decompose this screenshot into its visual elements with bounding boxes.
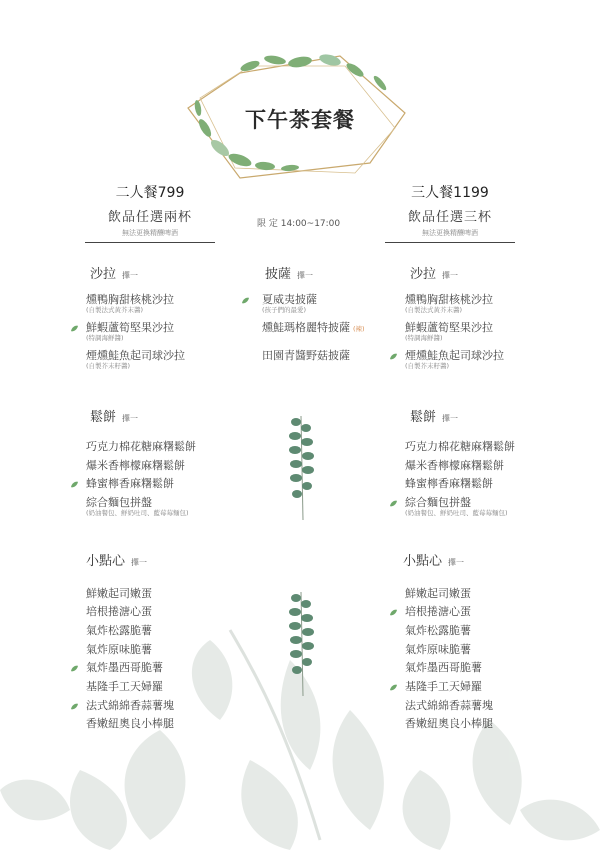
menu-item: 氣炸原味脆薯	[86, 643, 152, 656]
menu-item: 鮮蝦蘆筍堅果沙拉	[405, 321, 493, 334]
eucalyptus-sprig-illustration	[284, 588, 318, 698]
menu-item: 巧克力棉花糖麻糬鬆餅	[86, 440, 196, 453]
menu-item: 燻鮭瑪格麗特披薩 (辣)	[262, 321, 365, 334]
menu-item-note: (特調海鮮醬)	[86, 334, 124, 342]
two-person-set-header	[85, 182, 215, 238]
recommended-leaf-icon	[70, 703, 79, 710]
recommended-leaf-icon	[241, 297, 250, 304]
recommended-leaf-icon	[389, 609, 398, 616]
menu-item: 氣炸墨西哥脆薯	[86, 661, 163, 674]
three-person-set-subtitle: 飲品任選三杯	[407, 210, 492, 225]
menu-item: 蜂蜜檸香麻糬鬆餅	[405, 477, 493, 490]
menu-item: 田園青醬野菇披薩	[262, 349, 350, 362]
menu-item: 氣炸原味脆薯	[405, 643, 471, 656]
section-snack-right: 小點心 擇一	[403, 554, 465, 569]
menu-item-note: (孩子們的最愛)	[262, 306, 307, 314]
two-person-set-title: 二人餐799	[115, 185, 185, 201]
two-person-set-subtitle: 飲品任選兩杯	[107, 210, 192, 225]
menu-item-note: (奶油餐包、鮮奶吐司、藍莓莓麵包)	[86, 509, 189, 517]
recommended-leaf-icon	[70, 481, 79, 488]
menu-item: 鮮嫩起司嫩蛋	[86, 587, 152, 600]
section-waffle-left: 鬆餅 擇一	[90, 410, 139, 425]
menu-item: 氣炸松露脆薯	[86, 624, 152, 637]
menu-item: 綜合麵包拼盤	[405, 496, 471, 509]
menu-item-note: (自製芥末籽醬)	[405, 362, 450, 370]
two-person-set-note: 無法更換精釀啤酒	[122, 229, 178, 237]
menu-item-note: (自製法式黃芥末醬)	[86, 306, 144, 314]
menu-item: 基隆手工天婦羅	[405, 680, 482, 693]
section-snack-left: 小點心 擇一	[86, 554, 148, 569]
recommended-leaf-icon	[389, 353, 398, 360]
three-person-set-header	[385, 182, 515, 238]
divider-right	[385, 242, 515, 243]
menu-item: 巧克力棉花糖麻糬鬆餅	[405, 440, 515, 453]
page-title: 下午茶套餐	[245, 108, 355, 132]
menu-item: 爆米香檸檬麻糬鬆餅	[405, 459, 504, 472]
menu-item: 香嫩紐奧良小棒腿	[86, 717, 174, 730]
section-salad-right: 沙拉 擇一	[410, 267, 459, 282]
menu-item: 燻鴨胸甜核桃沙拉	[86, 293, 174, 306]
three-person-set-title: 三人餐1199	[411, 185, 489, 201]
eucalyptus-sprig-illustration	[284, 412, 318, 522]
menu-item: 培根捲溏心蛋	[405, 605, 471, 618]
section-pizza: 披薩 擇一	[265, 267, 314, 282]
menu-item: 煙燻鮭魚起司球沙拉	[405, 349, 504, 362]
menu-item-note: (奶油餐包、鮮奶吐司、藍莓莓麵包)	[405, 509, 508, 517]
menu-item: 蜂蜜檸香麻糬鬆餅	[86, 477, 174, 490]
divider-left	[85, 242, 215, 243]
spicy-tag: (辣)	[353, 325, 365, 333]
menu-item-note: (自製法式黃芥末醬)	[405, 306, 463, 314]
menu-item: 煙燻鮭魚起司球沙拉	[86, 349, 185, 362]
menu-item: 法式綿綿香蒜薯塊	[405, 699, 493, 712]
section-salad-left: 沙拉 擇一	[90, 267, 139, 282]
menu-item: 燻鴨胸甜核桃沙拉	[405, 293, 493, 306]
menu-item: 鮮嫩起司嫩蛋	[405, 587, 471, 600]
menu-item: 香嫩紐奧良小棒腿	[405, 717, 493, 730]
menu-item-note: (特調海鮮醬)	[405, 334, 443, 342]
menu-item: 爆米香檸檬麻糬鬆餅	[86, 459, 185, 472]
section-waffle-right: 鬆餅 擇一	[410, 410, 459, 425]
recommended-leaf-icon	[70, 665, 79, 672]
menu-item: 培根捲溏心蛋	[86, 605, 152, 618]
recommended-leaf-icon	[389, 684, 398, 691]
recommended-leaf-icon	[70, 325, 79, 332]
menu-item: 氣炸墨西哥脆薯	[405, 661, 482, 674]
menu-item: 夏威夷披薩	[262, 293, 317, 306]
menu-item: 綜合麵包拼盤	[86, 496, 152, 509]
three-person-set-note: 無法更換精釀啤酒	[422, 229, 478, 237]
time-limit-note: 限 定 14:00~17:00	[257, 219, 341, 229]
recommended-leaf-icon	[389, 500, 398, 507]
menu-item: 氣炸松露脆薯	[405, 624, 471, 637]
menu-item: 鮮蝦蘆筍堅果沙拉	[86, 321, 174, 334]
menu-item-note: (自製芥末籽醬)	[86, 362, 131, 370]
menu-item: 基隆手工天婦羅	[86, 680, 163, 693]
menu-item: 法式綿綿香蒜薯塊	[86, 699, 174, 712]
